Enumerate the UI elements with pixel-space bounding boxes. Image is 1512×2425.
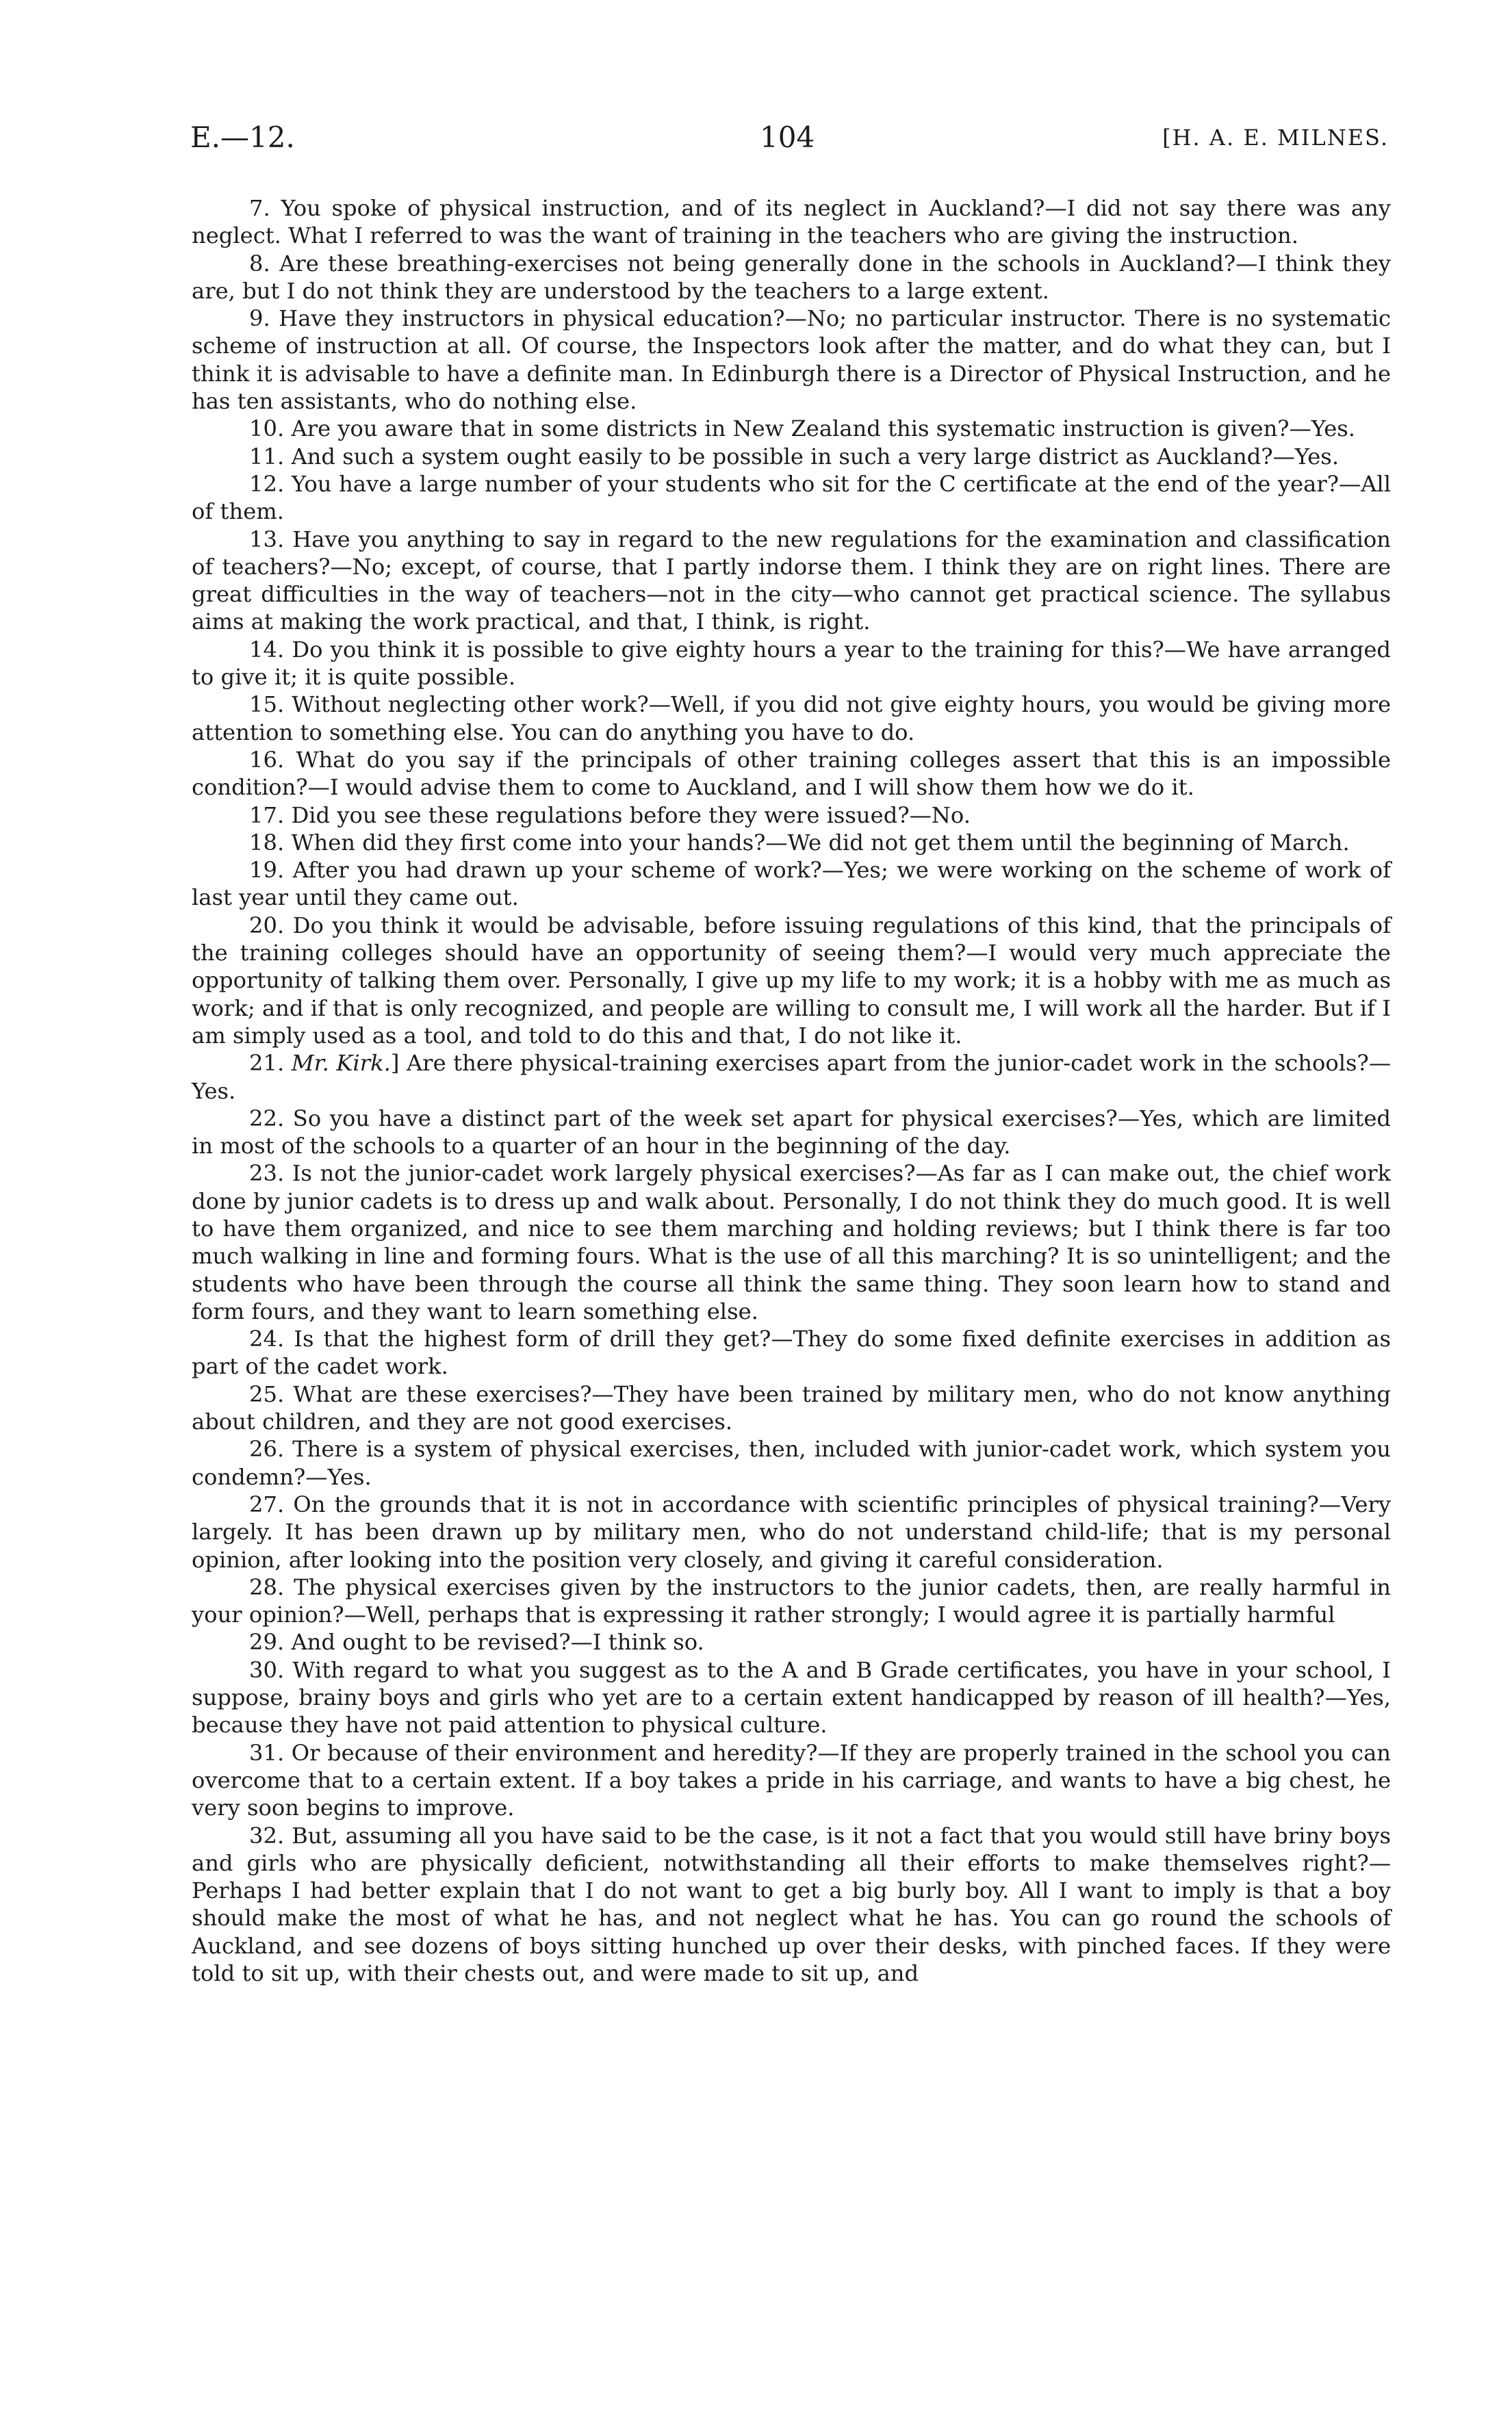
question-text: After you had drawn up your scheme of work?	[292, 857, 822, 884]
answer-text: —I think so.	[570, 1629, 704, 1656]
page-header	[0, 120, 1512, 168]
question-number: 16.	[249, 746, 285, 773]
question-number: 13.	[249, 526, 285, 552]
question-text: But, assuming all you have said to be the case, is it not a fact that you would still have briny boys and girls who are physically deficient, notwithstanding all their efforts to make themselves right?	[192, 1822, 1391, 1876]
question-number: 23.	[249, 1160, 285, 1187]
question-paragraph	[192, 1491, 1391, 1574]
document-code: E.—12.	[190, 120, 295, 154]
question-text: Without neglecting other work?	[292, 691, 649, 718]
question-text: Have they instructors in physical education?	[279, 305, 785, 332]
question-number: 28.	[249, 1574, 285, 1600]
question-paragraph	[192, 856, 1391, 912]
question-text: You have a large number of your students who sit for the C certificate at the end of the year?	[291, 470, 1339, 497]
answer-text: —Yes.	[192, 1050, 1392, 1104]
answer-text: —No; no particular instructor. There is no systematic scheme of instruction at all. Of course, the Inspectors look after the matter, and do what they can, but I think it is advisable to have a definite man. In Edinburgh there is a Director of Physical Instruction, and he has ten assistants, who do nothing else.	[192, 305, 1391, 415]
question-number: 12.	[249, 470, 285, 497]
question-text: Are these breathing-exercises not being generally done in the schools in Auckland?	[279, 250, 1236, 277]
question-text: What do you say if the principals of other training colleges assert that this is an impossible condition?	[192, 746, 1392, 801]
answer-text: —I would very much appreciate the opportunity of talking them over. Personally, I give up my life to my work; it is a hobby with me as much as work; and if that is only recognized, and people are willing to consult me, I will work all the harder. But if I am simply used as a tool, and told to do this and that, I do not like it.	[192, 940, 1391, 1049]
answer-text: —I did not say there was any neglect. What I referred to was the want of training in the teachers who are giving the instruction.	[192, 195, 1391, 249]
question-text: Is that the highest form of drill they get?	[294, 1326, 771, 1352]
speaker-name: Mr. Kirk.	[291, 1050, 391, 1077]
question-number: 24.	[249, 1326, 285, 1352]
question-paragraph	[192, 1739, 1391, 1822]
question-paragraph	[192, 305, 1391, 415]
question-paragraph	[192, 829, 1391, 856]
question-number: 25.	[249, 1381, 285, 1407]
evidence-text	[192, 194, 1391, 1987]
question-number: 7.	[249, 195, 270, 221]
question-paragraph	[192, 636, 1391, 691]
question-paragraph	[192, 912, 1391, 1049]
question-number: 31.	[249, 1739, 285, 1766]
answer-text: —No; except, of course, that I partly indorse them. I think they are on right lines. There are great difficulties in the way of teachers—not in the city—who cannot get practical science. The syllabus aims at making the work practical, and that, I think, is right.	[192, 553, 1391, 635]
question-number: 32.	[249, 1822, 285, 1849]
question-number: 11.	[249, 443, 285, 470]
answer-text: —They have been trained by military men, who do not know anything about children, and they are not good exercises.	[192, 1381, 1392, 1435]
question-text: Are there physical-training exercises apart from the junior-cadet work in the schools?	[406, 1050, 1369, 1077]
question-paragraph	[192, 1381, 1391, 1436]
answer-text: —Yes, because they have not paid attention to physical culture.	[192, 1684, 1391, 1738]
question-number: 20.	[249, 912, 285, 938]
question-text: What are these exercises?	[293, 1381, 592, 1407]
question-text: And ought to be revised?	[291, 1629, 571, 1656]
question-paragraph	[192, 470, 1391, 526]
question-paragraph	[192, 1628, 1391, 1656]
question-number: 21.	[249, 1050, 285, 1077]
question-paragraph	[192, 443, 1391, 470]
question-paragraph	[192, 194, 1391, 250]
answer-text: —Well, if you did not give eighty hours, you would be giving more attention to something else. You can do anything you have to do.	[192, 691, 1391, 745]
question-number: 15.	[249, 691, 285, 718]
answer-text: —Very largely. It has been drawn up by military men, who do not understand child-life; that is my personal opinion, after looking into the position very closely, and giving it careful consideration.	[192, 1491, 1391, 1573]
question-number: 27.	[249, 1491, 285, 1517]
question-text: When did they first come into your hands?	[291, 829, 766, 856]
question-text: Did you see these regulations before they were issued?	[291, 801, 910, 828]
answer-text: —No.	[909, 801, 971, 828]
answer-text: —Well, perhaps that is expressing it rather strongly; I would agree it is partially harmful	[344, 1602, 1335, 1628]
question-text: On the grounds that it is not in accordance with scientific principles of physical training?	[293, 1491, 1319, 1517]
answer-text: —We have arranged to give it; it is quite possible.	[192, 636, 1392, 691]
question-text: Is not the junior-cadet work largely physical exercises?	[292, 1160, 916, 1187]
question-paragraph	[192, 1105, 1391, 1160]
answer-text: —They do some fixed definite exercises in addition as part of the cadet work.	[192, 1326, 1391, 1380]
answer-text: —Perhaps I had better explain that I do not want to get a big burly boy. All I want to imply is that a boy should make the most of what he has, and not neglect what he has. You can go round the schools of Auckland, and see dozens of boys sitting hunched up over their desks, with pinched faces. If they were told to sit up, with their chests out, and were made to sit up, and	[192, 1849, 1391, 1986]
question-number: 30.	[249, 1656, 285, 1683]
question-paragraph	[192, 1325, 1391, 1381]
question-text: So you have a distinct part of the week set apart for physical exercises?	[292, 1105, 1118, 1131]
page-number: 104	[760, 120, 815, 154]
question-number: 17.	[249, 801, 285, 828]
question-number: 26.	[249, 1436, 285, 1463]
answer-text: —Yes.	[1289, 415, 1355, 442]
question-paragraph	[192, 1656, 1391, 1739]
question-text: Do you think it is possible to give eighty hours a year to the training for this?	[292, 636, 1164, 663]
question-text: Or because of their environment and heredity?	[291, 1739, 818, 1766]
question-text: There is a system of physical exercises, then, included with junior-cadet work, which system you condemn?	[192, 1436, 1391, 1490]
question-paragraph	[192, 1574, 1391, 1629]
question-text: The physical exercises given by the instructors to the junior cadets, then, are really harmful in your opinion?	[192, 1574, 1392, 1628]
question-number: 9.	[249, 305, 270, 332]
question-number: 14.	[249, 636, 285, 663]
question-paragraph	[192, 1822, 1391, 1988]
question-paragraph: 21. Mr. Kirk.] Are there physical-training exercises apart from the junior-cadet work in the schools?—Yes.	[192, 1050, 1392, 1104]
answer-text: —I think they are, but I do not think they are understood by the teachers to a large extent.	[192, 250, 1391, 304]
question-paragraph	[192, 746, 1391, 801]
question-text: You spoke of physical instruction, and of its neglect in Auckland?	[281, 195, 1045, 221]
witness-name: [H. A. E. MILNES.	[1162, 125, 1389, 151]
answer-text: —Yes, which are limited in most of the schools to a quarter of an hour in the beginning of the day.	[192, 1105, 1391, 1159]
answer-text: —We did not get them until the beginning of March.	[765, 829, 1350, 856]
question-paragraph	[192, 250, 1391, 305]
question-paragraph	[192, 415, 1391, 442]
question-paragraph	[192, 801, 1391, 829]
answer-text: —Yes; we were working on the scheme of work of last year until they came out.	[192, 857, 1391, 911]
question-paragraph	[192, 526, 1391, 636]
question-text: Do you think it would be advisable, before issuing regulations of this kind, that the principals of the training colleges should have an opportunity of seeing them?	[192, 912, 1391, 966]
question-text: With regard to what you suggest as to the A and B Grade certificates, you have in your school, I suppose, brainy boys and girls who yet are to a certain extent handicapped by reason of ill health?	[192, 1656, 1392, 1711]
answer-text: —All of them.	[192, 470, 1391, 525]
question-number: 22.	[249, 1105, 285, 1131]
answer-text: —Yes.	[305, 1463, 372, 1490]
question-text: Have you anything to say in regard to the new regulations for the examination and classification of teachers?	[192, 526, 1391, 580]
question-paragraph	[192, 1435, 1391, 1491]
answer-text: —I would advise them to come to Auckland, and I will show them how we do it.	[307, 774, 1194, 801]
question-text: Are you aware that in some districts in New Zealand this systematic instruction is given?	[291, 415, 1290, 442]
question-number: 19.	[249, 857, 285, 884]
question-text: And such a system ought easily to be possible in such a very large district as Auckland?	[291, 443, 1273, 470]
answer-text: —If they are properly trained in the school you can overcome that to a certain extent. If a boy takes a pride in his carriage, and wants to have a big chest, he very soon begins to improve.	[192, 1739, 1391, 1821]
question-number: 29.	[249, 1629, 285, 1656]
question-number: 10.	[249, 415, 285, 442]
question-paragraph	[192, 1159, 1391, 1325]
question-paragraph	[192, 691, 1391, 746]
question-number: 18.	[249, 829, 285, 856]
answer-text: —As far as I can make out, the chief work done by junior cadets is to dress up and walk about. Personally, I do not think they do much good. It is well to have them organized, and nice to see them marching and holding reviews; but I think there is far too much walking in line and forming fours. What is the use of all this marching? It is so unintelligent; and the students who have been through the course all think the same thing. They soon learn how to stand and form fours, and they want to learn something else.	[192, 1160, 1391, 1324]
answer-text: —Yes.	[1272, 443, 1340, 470]
question-number: 8.	[249, 250, 270, 277]
